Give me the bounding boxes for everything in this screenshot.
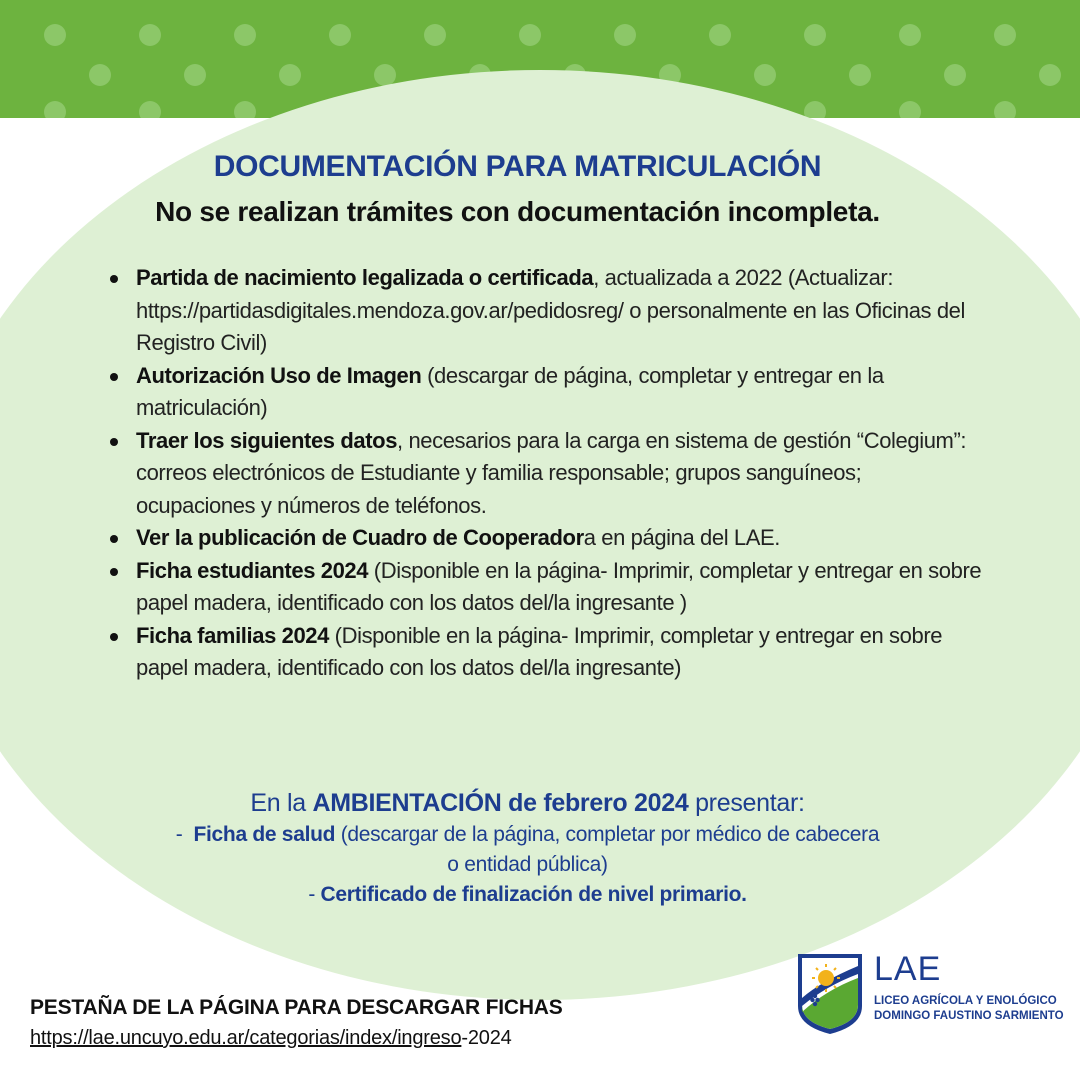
requirement-text: (Disponible en la página- Imprimir, completar y entregar en sobre papel madera, identificado con los datos del/la ingresante) xyxy=(136,622,943,680)
footer xyxy=(30,993,563,1053)
item-prefix: - xyxy=(308,883,321,906)
ambientacion-post: presentar: xyxy=(688,789,805,817)
logo-subtitle xyxy=(874,994,1064,1024)
ambientacion-heading xyxy=(0,786,1055,820)
lae-logo xyxy=(796,950,1064,1042)
footer-label: PESTAÑA DE LA PÁGINA PARA DESCARGAR FICHAS xyxy=(30,996,563,1019)
requirement-bold: Ver la publicación de Cuadro de Cooperador xyxy=(136,525,584,550)
ambientacion-pre: En la xyxy=(250,789,313,817)
page-subtitle: No se realizan trámites con documentación incompleta. xyxy=(155,196,880,227)
logo-name: LAE xyxy=(874,950,942,988)
requirement-bold: Autorización Uso de Imagen xyxy=(136,362,422,388)
footer-link-line xyxy=(30,1023,563,1053)
requirement-bold: Ficha familias 2024 xyxy=(136,622,329,648)
requirement-bold: Partida de nacimiento legalizada o certificada xyxy=(136,265,594,290)
requirement-text: a en página del LAE. xyxy=(583,525,781,550)
item-prefix: - xyxy=(175,823,194,846)
ambientacion-section xyxy=(0,786,1055,910)
download-link-suffix: -2024 xyxy=(461,1027,512,1049)
requirement-item xyxy=(106,620,986,685)
requirement-text: , actualizada a 2022 (Actualizar: https://partidasdigitales.mendoza.gov.ar/pedidosreg/ o personalmente en las Oficinas del Registro Civil) xyxy=(136,265,966,355)
requirement-item xyxy=(106,555,986,620)
ambientacion-item-1-cont: o entidad pública) xyxy=(447,853,608,876)
ambientacion-item-2 xyxy=(0,880,1055,910)
requirements-list xyxy=(106,262,986,685)
ambientacion-bold: AMBIENTACIÓN de febrero 2024 xyxy=(312,789,689,817)
requirement-item xyxy=(106,262,986,360)
ambientacion-item-1 xyxy=(0,820,1055,850)
page-title: DOCUMENTACIÓN PARA MATRICULACIÓN xyxy=(213,150,822,183)
requirement-text: (descargar de página, completar y entregar en la matriculación) xyxy=(136,362,884,420)
item-text: (descargar de la página, completar por médico de cabecera xyxy=(335,823,880,846)
item-bold: Ficha de salud xyxy=(193,823,336,846)
requirement-bold: Traer los siguientes datos xyxy=(136,427,398,453)
logo-line-1: LICEO AGRÍCOLA Y ENOLÓGICO xyxy=(874,995,1057,1007)
requirement-item xyxy=(106,360,986,425)
download-link[interactable]: https://lae.uncuyo.edu.ar/categorias/index/ingreso xyxy=(30,1027,462,1049)
logo-line-2: DOMINGO FAUSTINO SARMIENTO xyxy=(874,1010,1064,1022)
item-bold: Certificado de finalización de nivel primario. xyxy=(320,883,747,906)
requirement-bold: Ficha estudiantes 2024 xyxy=(136,557,369,583)
requirement-text: , necesarios para la carga en sistema de gestión “Colegium”: correos electrónicos de Estudiante y familia responsable; grupos sanguíneos; ocupaciones y números de teléfonos. xyxy=(136,427,967,518)
shield-icon xyxy=(796,952,864,1036)
requirement-text: (Disponible en la página- Imprimir, completar y entregar en sobre papel madera, identificado con los datos del/la ingresante ) xyxy=(136,557,982,615)
requirement-item xyxy=(106,425,986,523)
requirement-item xyxy=(106,522,986,555)
